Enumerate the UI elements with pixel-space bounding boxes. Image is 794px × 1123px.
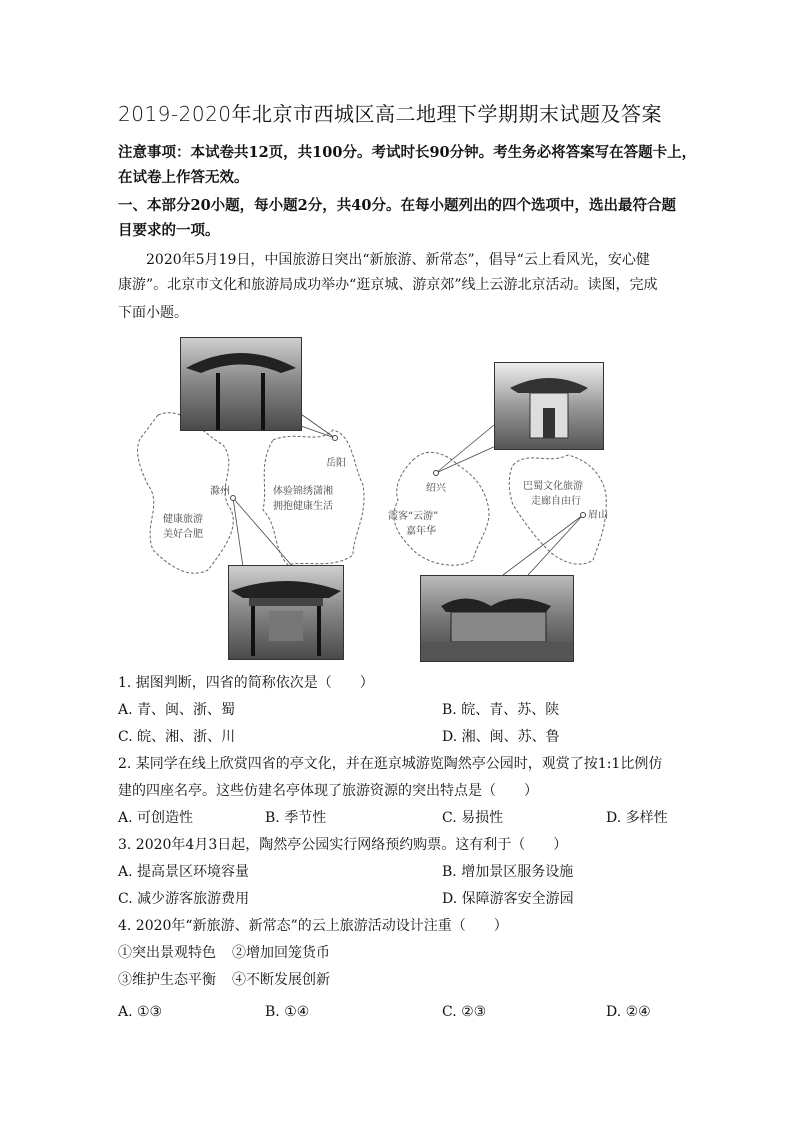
passage-line: 康游”。北京市文化和旅游局成功举办“逛京城、游京郊”线上云游北京活动。读图，完成 [118, 277, 658, 293]
option-c: C. 易损性 [442, 810, 504, 826]
statement-item: ③维护生态平衡 [118, 972, 216, 988]
pavilion-map-figure [128, 335, 608, 665]
option-a: A. ①③ [118, 1004, 163, 1020]
slogan-text: 健康旅游 [163, 514, 203, 525]
section-heading: 一、本部分20小题，每小题2分，共40分。在每小题列出的四个选项中，选出最符合题 [118, 197, 676, 214]
passage-line: 2020年5月19日，中国旅游日突出“新旅游、新常态”，倡导“云上看风光，安心健 [146, 252, 650, 268]
question-stem: 3. 2020年4月3日起，陶然亭公园实行网络预约购票。这有利于（ ） [118, 837, 568, 853]
statement-item: ①突出景观特色 [118, 945, 216, 961]
option-b: B. 皖、青、苏、陕 [442, 702, 560, 718]
city-label: 绍兴 [426, 483, 446, 494]
slogan-text: 嘉年华 [406, 526, 436, 537]
option-c: C. 皖、湘、浙、川 [118, 729, 236, 745]
pavilion-photo-anhui [228, 565, 344, 660]
section-heading: 目要求的一项。 [118, 222, 220, 239]
statement-item: ④不断发展创新 [232, 972, 330, 988]
option-b: B. ①④ [265, 1004, 310, 1020]
city-label: 岳阳 [326, 458, 346, 469]
question-stem: 4. 2020年“新旅游、新常态”的云上旅游活动设计注重（ ） [118, 918, 508, 934]
question-stem: 2. 某同学在线上欣赏四省的亭文化，并在逛京城游览陶然亭公园时，观赏了按1:1比例仿 [118, 756, 663, 772]
option-c: C. ②③ [442, 1004, 487, 1020]
question-stem: 建的四座名亭。这些仿建名亭体现了旅游资源的突出特点是（ ） [118, 783, 538, 799]
pavilion-photo-zhejiang [494, 362, 604, 450]
option-c: C. 减少游客旅游费用 [118, 891, 250, 907]
option-d: D. 保障游客安全游园 [442, 891, 574, 907]
city-label: 眉山 [588, 510, 608, 521]
zhejiang-outline [394, 452, 489, 565]
slogan-text: 走廊自由行 [531, 496, 581, 507]
notice-line: 注意事项：本试卷共12页，共100分。考试时长90分钟。考生务必将答案写在答题卡上， [118, 144, 697, 161]
option-b: B. 增加景区服务设施 [442, 864, 574, 880]
pavilion-photo-hunan [180, 337, 302, 431]
document-title: 2019-2020年北京市西城区高二地理下学期期末试题及答案 [118, 102, 663, 126]
option-d: D. ②④ [606, 1004, 651, 1020]
option-d: D. 多样性 [606, 810, 668, 826]
slogan-text: 美好合肥 [163, 529, 203, 540]
city-label: 滁州 [210, 486, 230, 497]
option-a: A. 青、闽、浙、蜀 [118, 702, 236, 718]
slogan-text: 霞客“云游” [388, 511, 439, 522]
slogan-text: 拥抱健康生活 [273, 501, 333, 512]
option-a: A. 可创造性 [118, 810, 194, 826]
option-b: B. 季节性 [265, 810, 327, 826]
slogan-text: 巴蜀文化旅游 [523, 481, 583, 492]
passage-line: 下面小题。 [118, 305, 188, 321]
notice-line: 在试卷上作答无效。 [118, 169, 249, 186]
option-d: D. 湘、闽、苏、鲁 [442, 729, 560, 745]
statement-item: ②增加回笼货币 [232, 945, 330, 961]
option-a: A. 提高景区环境容量 [118, 864, 250, 880]
question-stem: 1. 据图判断，四省的简称依次是（ ） [118, 675, 374, 691]
pavilion-photo-sichuan [420, 575, 574, 662]
slogan-text: 体验锦绣潇湘 [273, 486, 333, 497]
